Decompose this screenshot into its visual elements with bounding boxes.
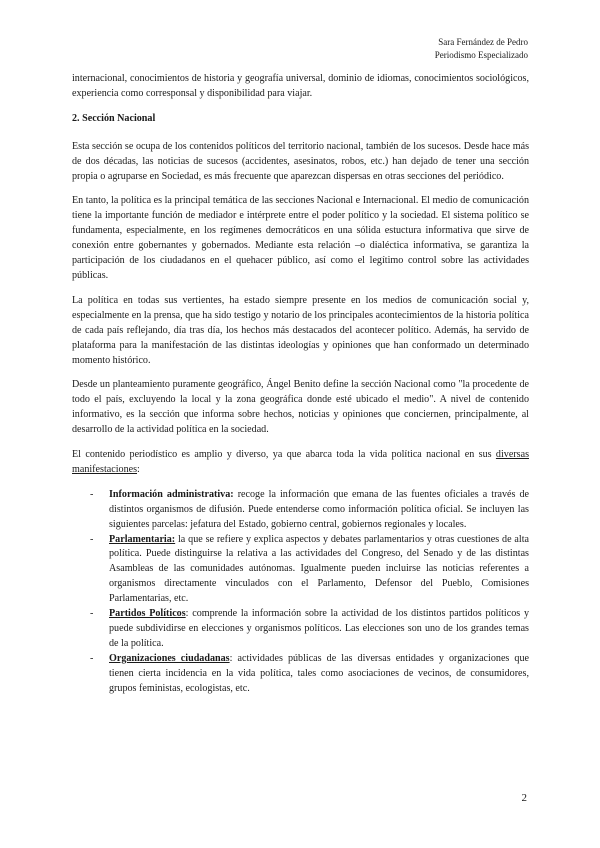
list-item-text: recoge la información que emana de las fuentes oficiales a través de distintos organismos de difusión. Puede entenderse como información política oficial. Se incluyen las siguientes parcelas: jefatura del Estado, gobierno central, gobiernos regionales y locales. (109, 488, 529, 530)
continuation-paragraph: internacional, conocimientos de historia y geografía universal, dominio de idiomas, conocimientos sociológicos, experiencia como corresponsal y disponibilidad para viajar. (72, 73, 529, 99)
header-course: Periodismo Especializado (434, 50, 528, 60)
list-item (72, 533, 529, 608)
page-number: 2 (521, 792, 527, 804)
document-body (72, 72, 529, 697)
list-item-text: la que se refiere y explica aspectos y debates parlamentarios y otras cuestiones de alta política. Puede distinguirse la relativa a las actividades del Congreso, del Senado y de las distintas Asambleas de las comunidades autónomas. Igualmente pueden incluirse las noticias referentes a organismos directamente vinculados con el Parlamento, Defensor del Pueblo, Comisiones Parlamentarias, etc. (109, 533, 529, 605)
paragraph-2: En tanto, la política es la principal temática de las secciones Nacional e Internacional. El medio de comunicación tiene la importante función de mediador e intérprete entre el poder político y la sociedad. El sistema político se fundamenta, especialmente, en los regímenes democráticos en una sólida estuctura informativa que sirve de conexión entre gobernantes y gobernados. Mediante esta relación –o dialéctica informativa, se garantiza la participación de los ciudadanos en el quehacer público, así como el legítimo control sobre las actividades públicas. (72, 195, 529, 281)
list-item-text: : actividades públicas de las diversas entidades y organizaciones que tienen cierta incidencia en la vida política, tales como asociaciones de vecinos, de consumidores, grupos feministas, ecologistas, etc. (109, 652, 529, 694)
list-intro-tail: : (137, 463, 140, 475)
paragraph-3: La política en todas sus vertientes, ha estado siempre presente en los medios de comunicación social y, especialmente en la prensa, que ha sido testigo y notario de los principales acontecimientos de la historia política de cada país reflejando, día tras día, los hechos más destacados del acontecer político. Además, ha servido de plataforma para la manifestación de las distintas ideologías y opiniones que han conformado un determinado momento histórico. (72, 294, 529, 366)
page-header (435, 36, 528, 62)
list-item-term: Información administrativa: (109, 488, 234, 500)
section-title: 2. Sección Nacional (72, 112, 156, 124)
manifestations-list (72, 488, 529, 697)
paragraph-4: Desde un planteamiento puramente geográfico, Ángel Benito define la sección Nacional como "la procedente de todo el país, excluyendo la local y la zona geográfica donde esté ubicado el medio". A nivel de contenido informativo, es la sección que informa sobre hechos, noticias y opiniones que conciernen, principalmente, al desarrollo de la actividad política en la sociedad. (72, 379, 529, 436)
header-author: Sara Fernández de Pedro (438, 37, 528, 47)
list-item-term: Partidos Políticos (109, 608, 186, 620)
list-item-term: Organizaciones ciudadanas (109, 652, 230, 664)
list-intro-lead: El contenido periodístico es amplio y diverso, ya que abarca toda la vida política nacional en sus (72, 449, 496, 461)
list-intro-underlined: diversas manifestaciones (72, 449, 529, 475)
list-item (72, 607, 529, 652)
list-dash: - (90, 652, 94, 664)
list-item-text: : comprende la información sobre la actividad de los distintos partidos políticos y puede subdividirse en elecciones y organismos políticos. Las elecciones son uno de los grandes temas de la política. (109, 608, 529, 649)
list-item (72, 488, 529, 533)
list-dash: - (90, 608, 94, 620)
list-item-term: Parlamentaria: (109, 533, 176, 545)
list-dash: - (90, 488, 94, 500)
list-dash: - (90, 533, 94, 545)
list-item (72, 652, 529, 697)
paragraph-1: Esta sección se ocupa de los contenidos políticos del territorio nacional, también de los sucesos. Desde hace más de dos décadas, las noticias de sucesos (accidentes, asesinatos, robos, etc.) han dejado de tener una sección propia o agruparse en Sociedad, es más frecuente que aparezcan dispersas en otras secciones del periódico. (72, 140, 529, 182)
list-intro-paragraph (72, 448, 529, 478)
